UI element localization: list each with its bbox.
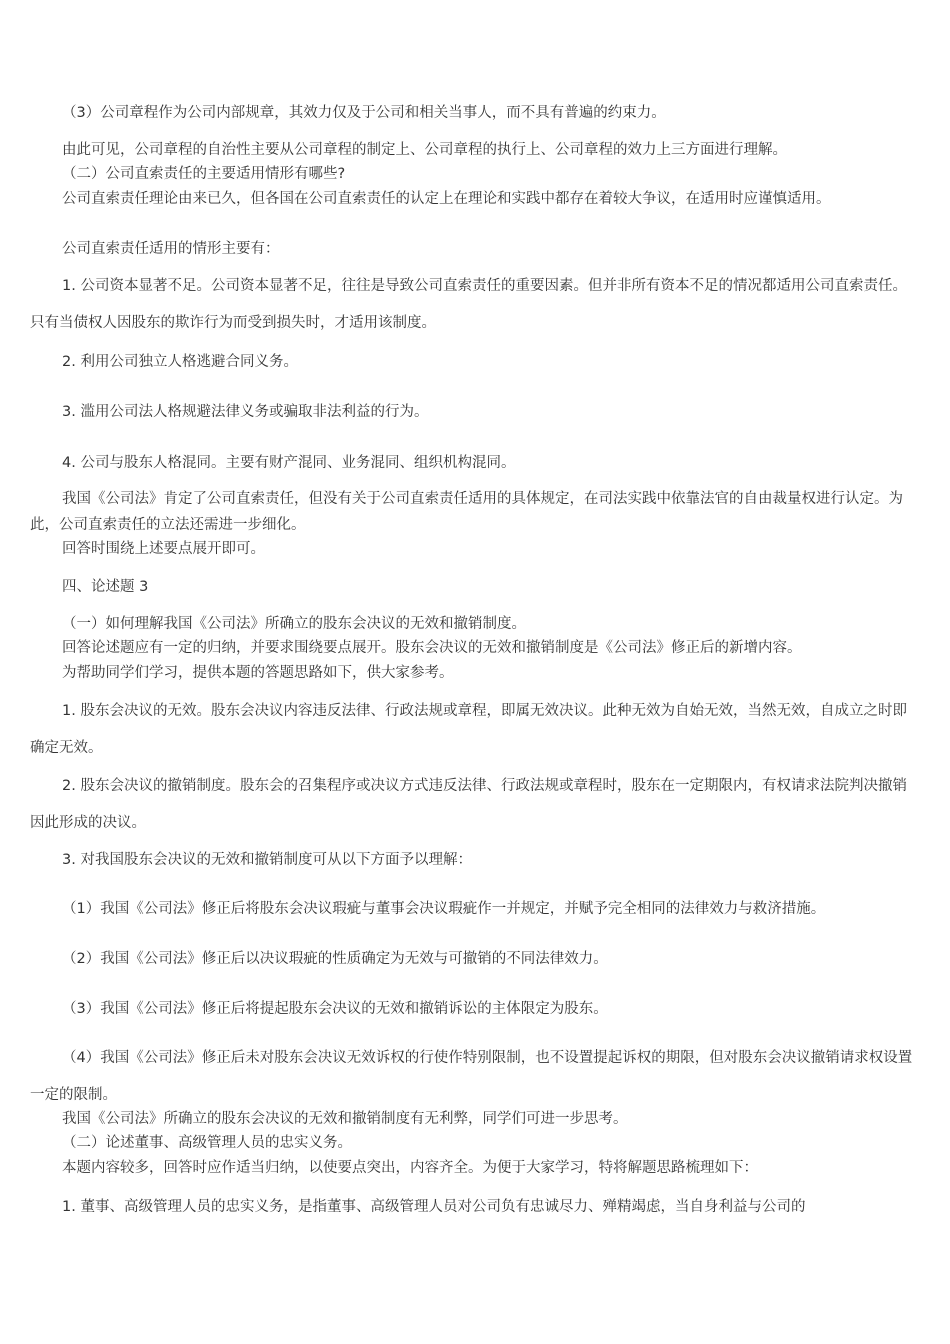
paragraph-essay-guidance: 回答论述题应有一定的归纳，并要求围绕要点展开。股东会决议的无效和撤销制度是《公司法》修正后的新增内容。 — [62, 640, 802, 656]
list-item-loyalty-definition: 1. 董事、高级管理人员的忠实义务，是指董事、高级管理人员对公司负有忠诚尽力、殚精竭虑，当自身利益与公司的 — [62, 1199, 806, 1215]
list-item-mixed-personality: 4. 公司与股东人格混同。主要有财产混同、业务混同、组织机构混同。 — [62, 455, 516, 471]
sub-item-3: （3）我国《公司法》修正后将提起股东会决议的无效和撤销诉讼的主体限定为股东。 — [62, 1001, 608, 1017]
paragraph-answer-tip: 回答时围绕上述要点展开即可。 — [62, 541, 265, 557]
list-item-abuse-personality: 3. 滥用公司法人格规避法律义务或骗取非法利益的行为。 — [62, 404, 429, 420]
heading-resolution-question: （一）如何理解我国《公司法》所确立的股东会决议的无效和撤销制度。 — [62, 616, 526, 632]
list-item-contract-evasion: 2. 利用公司独立人格逃避合同义务。 — [62, 354, 298, 370]
paragraph-piercing-situations: 公司直索责任适用的情形主要有： — [62, 241, 280, 257]
paragraph-piercing-theory: 公司直索责任理论由来已久，但各国在公司直索责任的认定上在理论和实践中都存在着较大争议，在适用时应谨慎适用。 — [62, 191, 831, 207]
sub-item-4: （4）我国《公司法》修正后未对股东会决议无效诉权的行使作特别限制，也不设置提起诉权的期限，但对股东会决议撤销请求权设置一定的限制。 — [30, 1050, 913, 1103]
list-item-resolution-revocation: 2. 股东会决议的撤销制度。股东会的召集程序或决议方式违反法律、行政法规或章程时，股东在一定期限内，有权请求法院判决撤销因此形成的决议。 — [30, 778, 907, 831]
heading-piercing-question: （二）公司直索责任的主要适用情形有哪些? — [62, 166, 346, 182]
paragraph-articles-effect: （3）公司章程作为公司内部规章，其效力仅及于公司和相关当事人，而不具有普遍的约束力。 — [62, 105, 666, 121]
sub-item-2: （2）我国《公司法》修正后以决议瑕疵的性质确定为无效与可撤销的不同法律效力。 — [62, 951, 608, 967]
sub-item-1: （1）我国《公司法》修正后将股东会决议瑕疵与董事会决议瑕疵作一并规定，并赋予完全相同的法律效力与救济措施。 — [62, 901, 826, 917]
list-item-resolution-invalid: 1. 股东会决议的无效。股东会决议内容违反法律、行政法规或章程，即属无效决议。此种无效为自始无效，当然无效，自成立之时即确定无效。 — [30, 703, 907, 756]
list-item-understanding: 3. 对我国股东会决议的无效和撤销制度可从以下方面予以理解： — [62, 852, 472, 868]
paragraph-loyalty-guidance: 本题内容较多，回答时应作适当归纳，以使要点突出，内容齐全。为便于大家学习，特将解题思路梳理如下： — [62, 1160, 758, 1176]
paragraph-conclusion-autonomy: 由此可见，公司章程的自治性主要从公司章程的制定上、公司章程的执行上、公司章程的效力上三方面进行理解。 — [62, 142, 787, 158]
paragraph-help-note: 为帮助同学们学习，提供本题的答题思路如下，供大家参考。 — [62, 665, 454, 681]
list-item-capital-insufficient: 1. 公司资本显著不足。公司资本显著不足，往往是导致公司直索责任的重要因素。但并非所有资本不足的情况都适用公司直索责任。只有当债权人因股东的欺诈行为而受到损失时，才适用该制度。 — [30, 278, 907, 331]
paragraph-pros-cons: 我国《公司法》所确立的股东会决议的无效和撤销制度有无利弊，同学们可进一步思考。 — [62, 1111, 628, 1127]
paragraph-company-law-affirm: 我国《公司法》肯定了公司直索责任，但没有关于公司直索责任适用的具体规定，在司法实践中依靠法官的自由裁量权进行认定。为此，公司直索责任的立法还需进一步细化。 — [30, 491, 903, 533]
heading-loyalty-question: （二）论述董事、高级管理人员的忠实义务。 — [62, 1135, 352, 1151]
section-heading-essay-3: 四、论述题 3 — [62, 579, 149, 595]
